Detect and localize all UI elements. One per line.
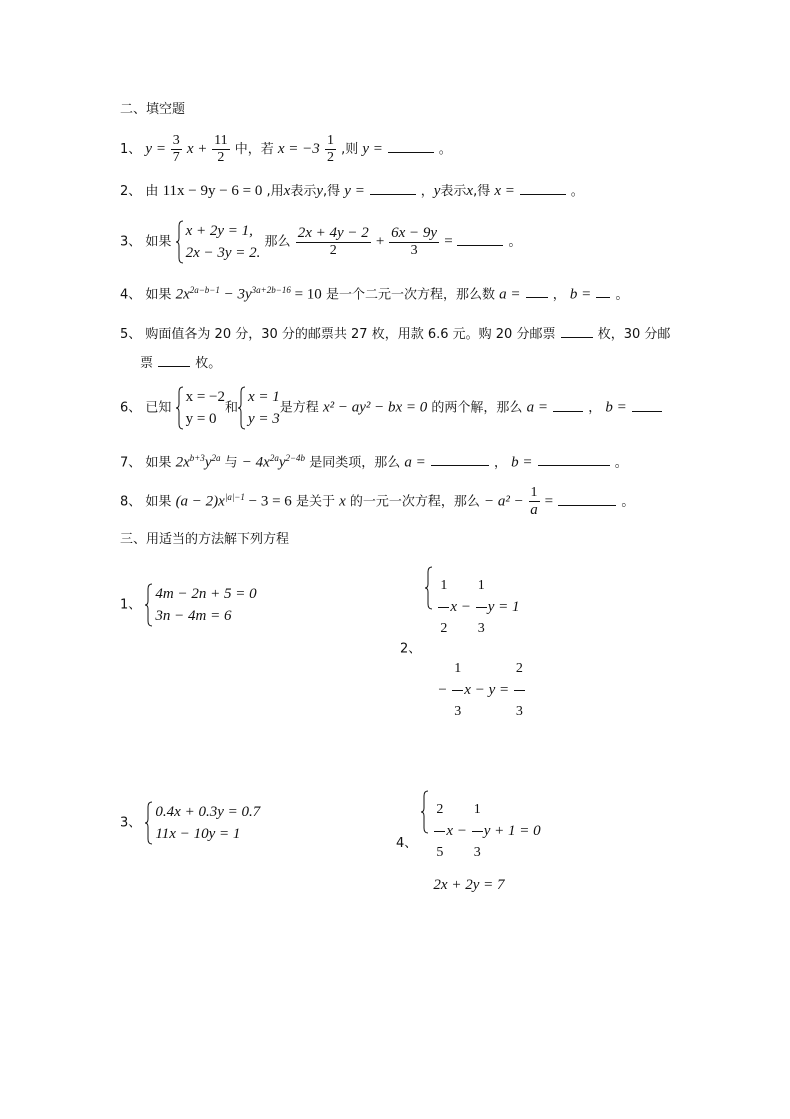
q4-answer-blank-b[interactable] [596,286,610,298]
q3-number: 3、 [120,234,142,250]
q7-exp-3: 2a [269,453,279,463]
q1-end: 。 [438,142,452,157]
q7-end: 。 [614,455,628,471]
q6-text-1: 已知 [145,400,172,416]
p1-row-1: 4m − 2n + 5 = 0 [155,586,257,602]
brace-icon [176,220,184,264]
q3-plus: + [375,233,389,250]
q7-exp-2: 2a [211,453,221,463]
question-7 [120,454,628,470]
question-4 [120,286,629,302]
q7-term-d: y [278,454,286,471]
q6-system-2 [238,386,280,430]
q6-answer-blank-b[interactable] [632,400,662,412]
q8-number: 8、 [120,494,142,510]
q1-lhs: y = [145,141,170,157]
q8-answer-blank[interactable] [558,494,616,506]
p4-number: 4、 [396,836,418,851]
q4-term-b: − 3y [219,286,252,303]
q2-var-y2: y [433,183,441,199]
q1-frac-2: $\frac{11}{2}$ [214,133,228,165]
q6-s1-row-1: x = −2 [185,389,225,405]
p3-system [145,801,260,845]
q2-var-y: y [316,183,324,199]
brace-icon [238,386,246,430]
p4-system [421,790,540,897]
q6-b-value: b = [605,399,627,416]
q2-answer-blank-2[interactable] [520,183,566,195]
q2-text-4: 表示 [290,184,317,199]
q2-y-value: y = [344,183,369,199]
q6-number: 6、 [120,400,142,416]
q3-system-row-2: 2x − 3y = 2. [185,245,261,261]
question-6 [120,386,663,430]
problem-1 [120,583,257,627]
q2-text-11: ,得 [473,184,495,199]
q3-text-1: 如果 [145,234,172,250]
q3-answer-blank[interactable] [457,234,503,246]
q5-text-1: 购面值各为 20 分，30 分的邮票共 27 枚，用款 6.6 元。购 20 分邮票 [145,327,556,342]
q4-exp-1: 2a−b−1 [189,285,220,295]
q8-text-2: 是关于 [295,494,340,510]
q4-b-value: b = [569,286,592,303]
q4-exp-2: 3a+2b−16 [251,285,291,295]
q3-end: 。 [508,234,522,250]
q7-text-1: 如果 [145,455,176,471]
q8-term-b: − 3 = 6 [244,493,292,510]
brace-icon [176,386,184,430]
q7-sep: ， [494,455,512,471]
q5-answer-blank-2[interactable] [158,355,190,367]
q7-text-3: 是同类项，那么 [309,455,405,471]
q8-frac: $\frac{1}{a}$ [530,485,538,518]
question-8 [120,486,634,518]
q3-system [176,220,261,264]
brace-icon [421,790,429,834]
q6-a-value: a = [526,399,548,416]
q2-text-6: ,得 [323,184,345,199]
q2-equation: 11x − 9y − 6 = 0 [162,183,263,199]
q4-answer-blank-a[interactable] [526,286,548,298]
p3-row-2: 11x − 10y = 1 [155,826,241,842]
q2-var-x: x [283,183,291,199]
q2-number: 2、 [120,184,142,199]
question-1 [120,134,452,165]
p1-system [145,583,256,627]
q8-text-4: 的一元一次方程，那么 [345,494,485,510]
q4-sep: ， [552,287,570,303]
section-3-title: 三、用适当的方法解下列方程 [120,532,290,547]
q7-number: 7、 [120,455,142,471]
q1-y-value: y = [362,141,387,157]
q2-text-2: ,用 [266,184,284,199]
q7-answer-blank-b[interactable] [538,454,610,466]
q2-text-1: 由 [145,184,163,199]
section-2-title: 二、填空题 [120,102,186,117]
q8-exp-1: |a|−1 [224,492,245,503]
q6-system-1 [176,386,225,430]
brace-icon [145,583,153,627]
p2-row-1: $\frac{1}{2}$ x − $\frac{1}{3}$ y = 1 [437,566,525,649]
q4-a-value: a = [499,286,521,303]
q7-b-value: b = [511,454,533,471]
q7-exp-4: 2−4b [285,453,306,463]
p4-row-1: $\frac{2}{5}$ x − $\frac{1}{3}$ y + 1 = 0 [433,790,540,873]
problem-4 [396,790,541,897]
q6-text-2: 和 [225,400,239,416]
q8-term-a: (a − 2)x [175,493,225,510]
q3-text-2: 那么 [264,234,291,250]
q2-var-x2: x [466,183,474,199]
q6-s1-row-2: y = 0 [185,411,217,427]
q8-equals: = [544,493,554,510]
question-2 [120,183,584,199]
q6-text-4: 的两个解，那么 [431,400,527,416]
q8-text-1: 如果 [145,494,176,510]
q3-equals: = [444,233,457,250]
q5-text-3: 票 [140,356,154,371]
q5-text-2: 枚，30 分邮 [597,327,671,342]
q4-number: 4、 [120,287,142,303]
p2-number: 2、 [400,641,422,657]
q2-text-7: ， [420,184,434,199]
q4-end: 。 [615,287,629,303]
q7-text-2: 与 [224,455,238,471]
q3-system-row-1: x + 2y = 1, [185,223,253,239]
q2-text-9: 表示 [440,184,467,199]
q6-equation: x² − ay² − bx = 0 [322,399,428,416]
brace-icon [425,566,433,610]
q5-number: 5、 [120,327,142,342]
q5-answer-blank-1[interactable] [561,326,593,338]
question-3 [120,220,522,264]
q6-sep: ， [588,400,606,416]
q7-term-b: y [204,454,212,471]
q7-term-c: − 4x [241,454,270,471]
question-5-cont [140,355,221,370]
q5-text-4: 枚。 [195,356,222,371]
p3-number: 3、 [120,815,142,831]
q1-answer-blank[interactable] [388,141,434,153]
problem-2 [400,566,526,732]
q6-s2-row-2: y = 3 [248,411,280,427]
q3-frac-2: $\frac{6x - 9y}{3}$ [391,225,438,258]
q1-frac-3: $\frac{1}{2}$ [326,133,334,165]
q4-text-1: 如果 [145,287,176,303]
problem-3 [120,801,260,845]
question-5 [120,326,670,341]
q3-frac-1: $\frac{2x + 4y - 2}{2}$ [297,225,369,258]
q6-answer-blank-a[interactable] [553,400,583,412]
q8-term-c: − a² − [484,493,528,510]
q2-x-value: x = [494,183,519,199]
q7-a-value: a = [404,454,426,471]
q7-exp-1: b+3 [189,453,205,463]
q1-mid: x + [186,141,212,157]
q7-answer-blank-a[interactable] [431,454,489,466]
p1-number: 1、 [120,597,142,613]
brace-icon [145,801,153,845]
q1-number: 1、 [120,142,142,157]
q8-var-x: x [339,493,346,510]
p4-row-2: 2x + 2y = 7 [433,877,505,893]
q4-term-a: 2x [175,286,190,303]
q8-end: 。 [621,494,635,510]
q2-answer-blank-1[interactable] [370,183,416,195]
q6-text-3: 是方程 [279,400,323,416]
q4-term-c: = 10 [290,286,322,303]
q1-x-value: x = −3 [277,141,320,157]
q6-s2-row-1: x = 1 [248,389,280,405]
q4-text-2: 是一个二元一次方程，那么数 [325,287,500,303]
q1-text-2: ,则 [341,142,363,157]
q2-end: 。 [570,184,584,199]
q7-term-a: 2x [175,454,190,471]
p3-row-1: 0.4x + 0.3y = 0.7 [155,804,261,820]
p1-row-2: 3n − 4m = 6 [155,608,232,624]
p2-system [425,566,525,732]
q1-text-1: 中，若 [234,142,278,157]
q1-frac-1: $\frac{3}{7}$ [172,133,180,165]
p2-row-2: − $\frac{1}{3}$ x − y = $\frac{2}{3}$ [437,649,525,732]
